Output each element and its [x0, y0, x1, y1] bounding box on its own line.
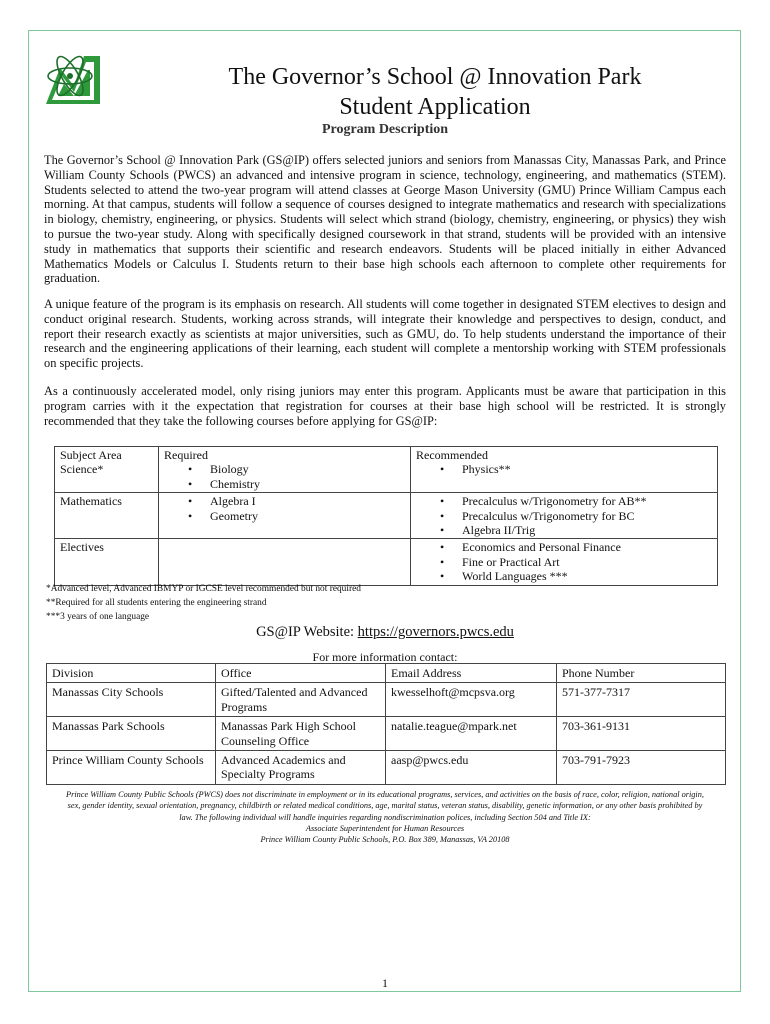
table-row	[47, 751, 726, 785]
table-header: Office	[216, 664, 386, 683]
footnotes	[46, 582, 361, 625]
list-item: • Algebra I	[210, 494, 405, 508]
email-cell[interactable]: natalie.teague@mpark.net	[386, 717, 557, 751]
recommended-list	[416, 540, 712, 583]
subject-science: Science*	[60, 462, 104, 477]
footnote: **Required for all students entering the engineering strand	[46, 598, 267, 609]
list-item: • Physics**	[462, 462, 712, 476]
table-cell	[411, 447, 718, 493]
notice-contact-title: Associate Superintendent for Human Resources	[305, 823, 465, 833]
recommended-list	[416, 494, 712, 537]
email-cell[interactable]: aasp@pwcs.edu	[386, 751, 557, 785]
required-list	[164, 494, 405, 523]
table-header: Subject Area	[60, 448, 122, 462]
division-cell: Manassas City Schools	[47, 683, 216, 717]
list-item: • World Languages ***	[462, 569, 712, 583]
office-cell: Manassas Park High School Counseling Office	[216, 717, 386, 751]
table-header: Required	[164, 448, 208, 462]
nondiscrimination-notice	[60, 789, 710, 845]
table-cell	[159, 447, 411, 493]
office-cell: Gifted/Talented and Advanced Programs	[216, 683, 386, 717]
subject-electives: Electives	[55, 539, 159, 585]
phone-cell: 571-377-7317	[557, 683, 726, 717]
table-row	[47, 683, 726, 717]
recommended-list	[416, 462, 712, 476]
table-cell	[411, 539, 718, 585]
list-item: • Precalculus w/Trigonometry for BC	[462, 509, 712, 523]
section-heading: Program Description	[321, 122, 449, 137]
contacts-table	[46, 663, 726, 785]
paragraph-overview: The Governor’s School @ Innovation Park (GS@IP) offers selected juniors and seniors from Manassas City, Manassas Park, and Prince William County Schools (PWCS) an advanced and intensive program in science, technology, engineering, and mathematics (STEM). Students selected to attend the two-year program will attend classes at George Mason University (GMU) Prince William Campus each morning. At that campus, students will follow a sequence of courses designed to integrate mathematics and research with specializations in biology, chemistry, engineering, or physics. Students will select which strand (biology, chemistry, engineering, or physics) they wish to pursue the two-year study. Along with specifically designed coursework in that strand, students will be provided with an intensive study in mathematics that supports their scientific and research endeavors. Students will be placed initially in either Advanced Mathematics Models or Calculus I. Students return to their base high schools each afternoon to complete other requirements for graduation.	[44, 153, 726, 286]
table-row	[55, 447, 718, 493]
paragraph-eligibility: As a continuously accelerated model, only rising juniors may enter this program. Applicants must be aware that participation in this program carries with it the expectation that registration for courses at their base high school will be restricted. It is strongly recommended that they take the following courses before applying for GS@IP:	[44, 384, 726, 428]
list-item: • Geometry	[210, 509, 405, 523]
footnote: ***3 years of one language	[46, 612, 150, 623]
table-row	[55, 493, 718, 539]
phone-cell: 703-791-7923	[557, 751, 726, 785]
list-item: • Biology	[210, 462, 405, 476]
division-cell: Manassas Park Schools	[47, 717, 216, 751]
list-item: • Precalculus w/Trigonometry for AB**	[462, 494, 712, 508]
list-item: • Chemistry	[210, 477, 405, 491]
courses-table	[54, 446, 718, 586]
table-header: Recommended	[416, 448, 488, 462]
office-cell: Advanced Academics and Specialty Programs	[216, 751, 386, 785]
division-cell: Prince William County Schools	[47, 751, 216, 785]
list-item: • Fine or Practical Art	[462, 555, 712, 569]
website-line	[0, 624, 770, 641]
table-header-row	[47, 664, 726, 683]
website-link[interactable]: https://governors.pwcs.edu	[357, 624, 514, 640]
table-row	[55, 539, 718, 585]
table-header: Email Address	[386, 664, 557, 683]
page-number: 1	[382, 976, 388, 990]
email-cell[interactable]: kwesselhoft@mcpsva.org	[386, 683, 557, 717]
table-cell	[55, 447, 159, 493]
website-label: GS@IP Website:	[256, 624, 358, 640]
table-header: Phone Number	[557, 664, 726, 683]
notice-text: Prince William County Public Schools (PWCS) does not discriminate in employment or in its educational programs, services, and activities on the basis of race, color, religion, national origin, sex, gender identity, sexual orientation, pregnancy, childbirth or related medical conditions, age, marital status, veteran status, disability, genetic information, or any other basis prohibited by law. The following individual will handle inquiries regarding nondiscrimination polices, including Section 504 and Title IX:	[66, 790, 704, 822]
atom-map-logo-icon	[40, 46, 106, 108]
title-line-1: The Governor’s School @ Innovation Park	[228, 64, 642, 90]
subject-mathematics: Mathematics	[55, 493, 159, 539]
contact-caption: For more information contact:	[312, 650, 458, 664]
table-cell	[159, 493, 411, 539]
list-item: • Algebra II/Trig	[462, 523, 712, 537]
table-cell	[159, 539, 411, 585]
required-list	[164, 462, 405, 491]
document-title	[100, 62, 770, 122]
paragraph-research: A unique feature of the program is its emphasis on research. All students will come together in designated STEM electives to design and conduct original research. Students, working across strands, will integrate their knowledge and perspectives to design, conduct, and report their research exactly as scientists at major universities, such as GMU, do. To help students understand the importance of their research and the engineering applications of their learning, each student will complete a mentorship working with STEM professionals on specific projects.	[44, 297, 726, 371]
phone-cell: 703-361-9131	[557, 717, 726, 751]
table-header: Division	[47, 664, 216, 683]
table-cell	[411, 493, 718, 539]
list-item: • Economics and Personal Finance	[462, 540, 712, 554]
notice-address: Prince William County Public Schools, P.O. Box 389, Manassas, VA 20108	[260, 835, 510, 845]
table-row	[47, 717, 726, 751]
footnote: *Advanced level, Advanced IBMYP or IGCSE level recommended but not required	[46, 584, 361, 594]
title-line-2: Student Application	[339, 94, 531, 120]
